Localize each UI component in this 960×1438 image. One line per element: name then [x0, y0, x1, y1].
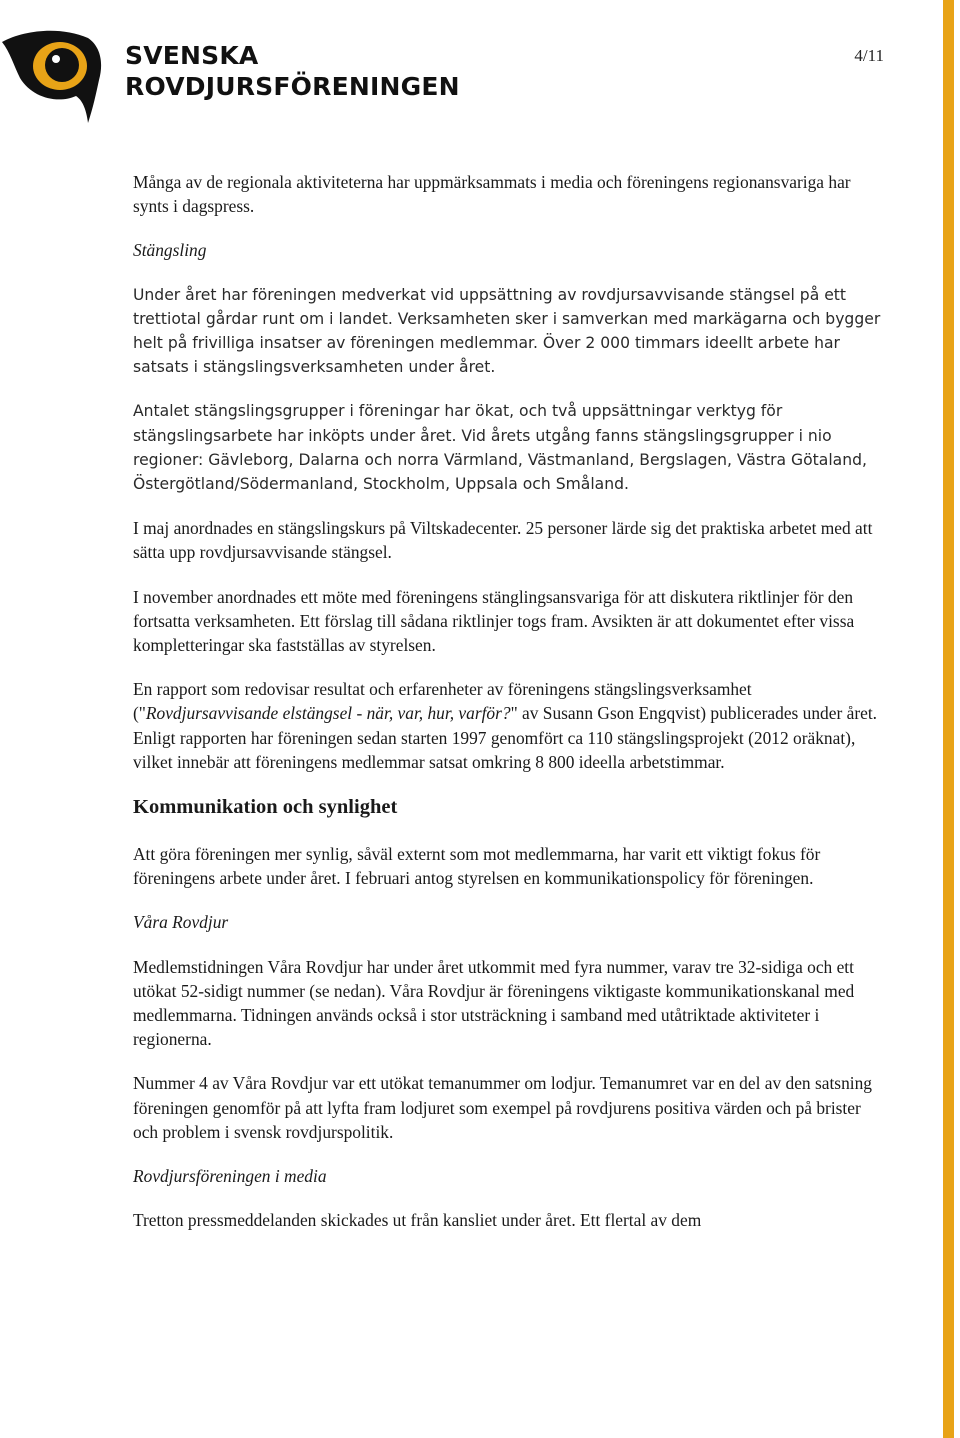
organization-logo: [2, 28, 460, 124]
paragraph-kommunikation: Att göra föreningen mer synlig, såväl externt som mot medlemmarna, har varit ett viktigt fokus för föreningens arbete under året. I februari antog styrelsen en kommunikationspolicy för föreningen.: [133, 844, 821, 889]
paragraph-stangsling-intro: Under året har föreningen medverkat vid uppsättning av rovdjursavvisande stängsel på ett trettiotal gårdar runt om i landet. Verksamheten sker i samverkan med markägarna och bygger helt på frivilliga insatser av föreningen medlemmar. Över 2 000 timmars ideellt arbete har satsats i stängslingsverksamheten under året.: [133, 285, 881, 377]
report-text-before: En rapport som redovisar resultat och erfarenheter av föreningens stängslingsverksamhet (": [133, 679, 752, 724]
logo-line-2: ROVDJURSFÖRENINGEN: [125, 72, 460, 101]
page-number: 4/11: [854, 46, 884, 65]
accent-side-bar: [943, 0, 954, 1438]
paragraph-pressmeddelanden: Tretton pressmeddelanden skickades ut från kansliet under året. Ett flertal av dem: [133, 1210, 702, 1231]
document-body: [133, 170, 888, 1253]
report-title: Rovdjursavvisande elstängsel - när, var, hur, varför?: [145, 703, 511, 724]
paragraph-stangsling-groups: Antalet stängslingsgrupper i föreningar har ökat, och två uppsättningar verktyg för stängslingsarbete har inköpts under året. Vid årets utgång fanns stängslingsgrupper i nio regioner: Gävleborg, Dalarna och norra Värmland, Västmanland, Bergslagen, Västra Götaland, Östergötland/Södermanland, Stockholm, Uppsala och Småland.: [133, 402, 867, 494]
subheading-stangsling: Stängsling: [133, 240, 207, 261]
paragraph-stangsling-course: I maj anordnades en stängslingskurs på Viltskadecenter. 25 personer lärde sig det praktiska arbetet med att sätta upp rovdjursavvisande stängsel.: [133, 518, 873, 563]
paragraph-medlemstidningen: Medlemstidningen Våra Rovdjur har under året utkommit med fyra nummer, varav tre 32-sidiga och ett utökat 52-sidigt nummer (se nedan). Våra Rovdjur är föreningens viktigaste kommunikationskanal med medlemmarna. Tidningen används också i stor utsträckning i samband med utåtriktade aktiviteter i regionerna.: [133, 956, 855, 1050]
logo-line-1: SVENSKA: [125, 41, 259, 70]
paragraph-nummer-4: Nummer 4 av Våra Rovdjur var ett utökat temanummer om lodjur. Temanumret var en del av den satsning föreningen genomför på att lyfta fram lodjuret som exempel på rovdjurens positiva värden och på brister och problem i svensk rovdjurspolitik.: [133, 1073, 872, 1142]
owl-eye-icon: [2, 28, 104, 124]
subheading-media: Rovdjursföreningen i media: [133, 1166, 327, 1187]
report-text-after: " av Susann Gson Engqvist) publicerades under året. Enligt rapporten har föreningen sedan starten 1997 genomfört ca 110 stängslingsprojekt (2012 oräknat), vilket innebär att föreningens medlemmar satsat omkring 8 800 ideella arbetstimmar.: [133, 703, 878, 772]
subheading-vara-rovdjur: Våra Rovdjur: [133, 912, 229, 933]
paragraph-media-coverage: Många av de regionala aktiviteterna har uppmärksammats i media och föreningens regionansvariga har synts i dagspress.: [133, 172, 851, 217]
paragraph-stangsling-guidelines: I november anordnades ett möte med föreningens stänglingsansvariga för att diskutera riktlinjer för den fortsatta verksamheten. Ett förslag till sådana riktlinjer togs fram. Avsikten är att dokumentet efter vissa kompletteringar ska fastställas av styrelsen.: [133, 586, 855, 656]
paragraph-stangsling-report: [133, 677, 888, 774]
section-heading-kommunikation: Kommunikation och synlighet: [133, 796, 398, 819]
